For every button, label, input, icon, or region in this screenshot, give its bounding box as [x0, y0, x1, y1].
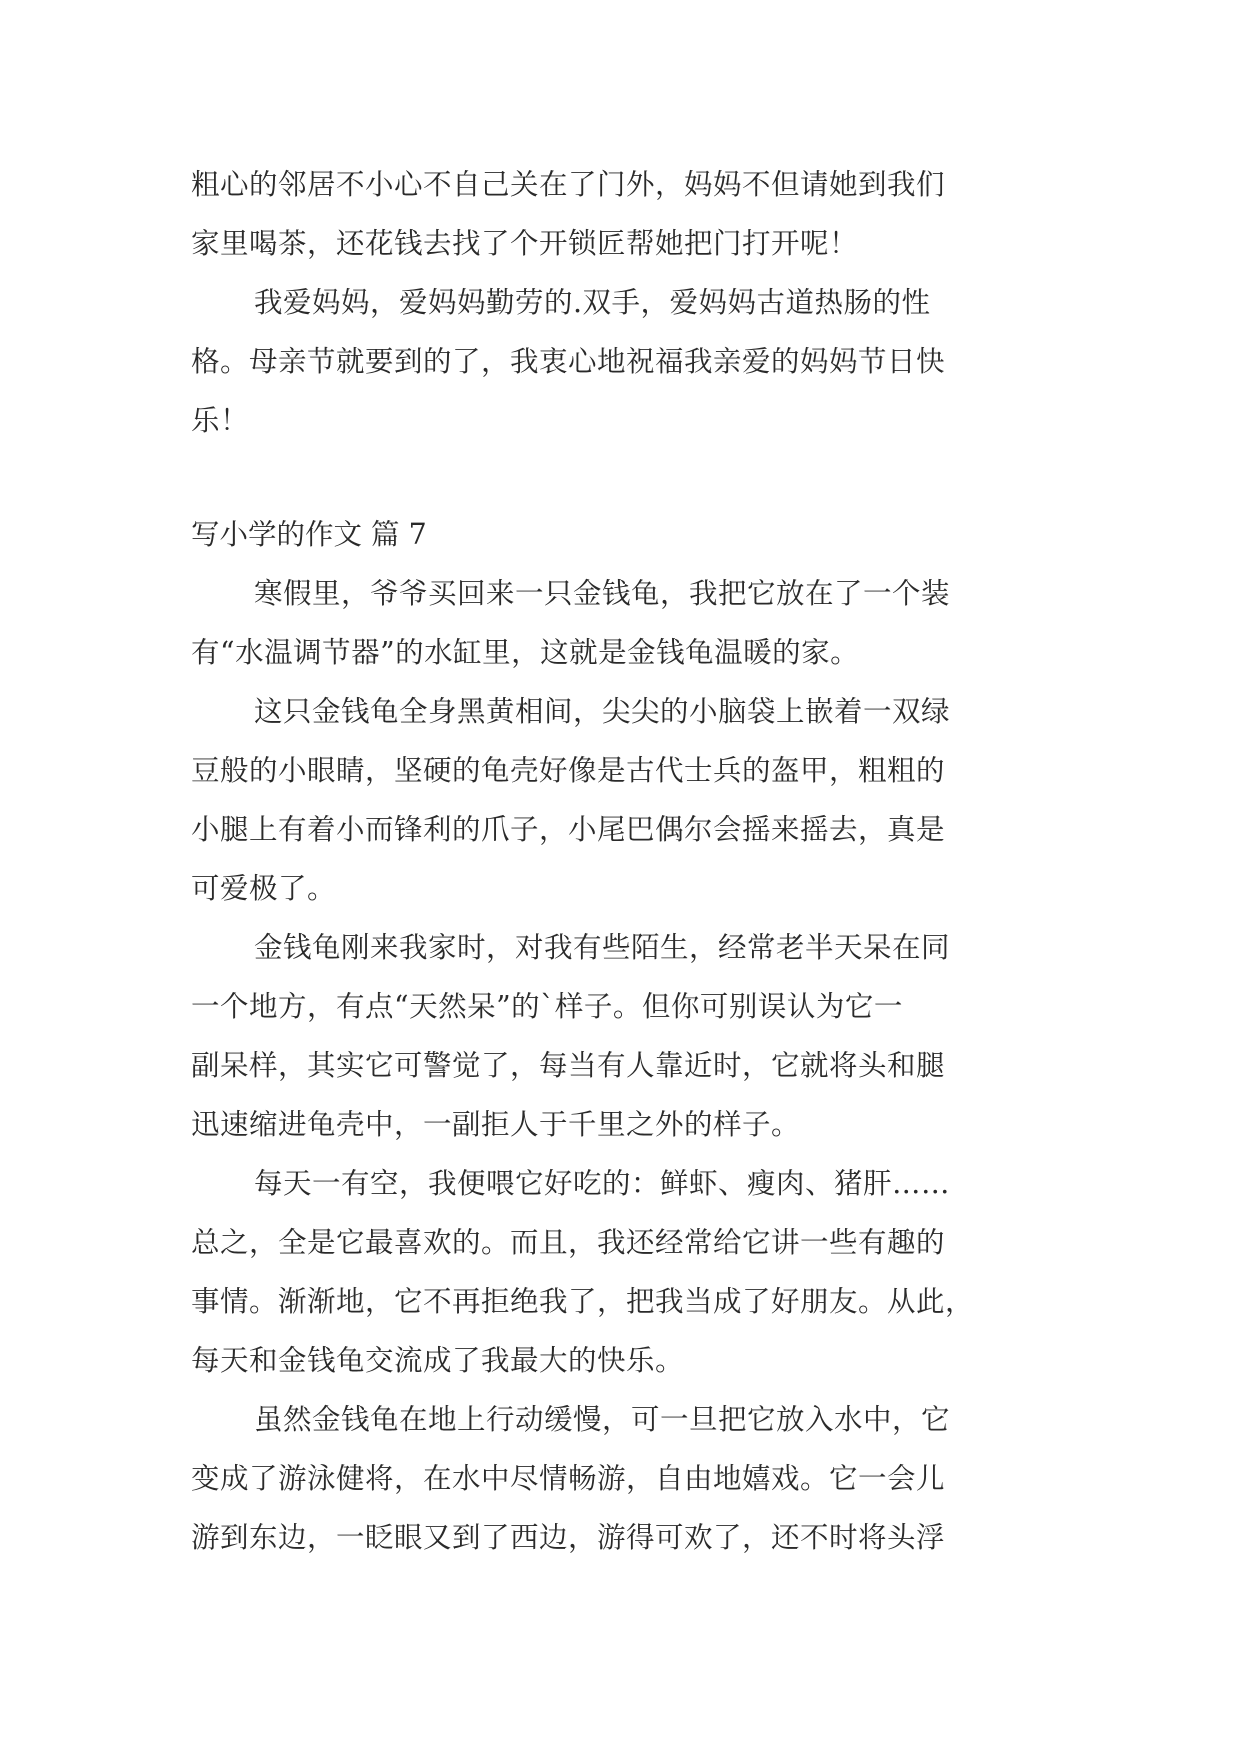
- text-line: 变成了游泳健将，在水中尽情畅游，自由地嬉戏。它一会儿: [191, 1462, 946, 1495]
- text-line: 每天一有空，我便喂它好吃的：鲜虾、瘦肉、猪肝……: [254, 1167, 951, 1200]
- text-line: 这只金钱龟全身黑黄相间，尖尖的小脑袋上嵌着一双绿: [254, 695, 951, 728]
- text-line: 游到东边，一眨眼又到了西边，游得可欢了，还不时将头浮: [191, 1521, 946, 1554]
- text-line: 小腿上有着小而锋利的爪子，小尾巴偶尔会摇来摇去，真是: [191, 813, 946, 846]
- text-line: 虽然金钱龟在地上行动缓慢，可一旦把它放入水中，它: [254, 1403, 951, 1436]
- text-line: 一个地方，有点“天然呆”的`样子。但你可别误认为它一: [191, 990, 903, 1023]
- text-line: 金钱龟刚来我家时，对我有些陌生，经常老半天呆在同: [254, 931, 951, 964]
- text-line: 我爱妈妈，爱妈妈勤劳的.双手，爱妈妈古道热肠的性: [254, 286, 931, 319]
- text-block-essay: [191, 564, 1051, 1567]
- text-block-top: [191, 155, 1051, 450]
- text-line: 可爱极了。: [191, 872, 337, 905]
- text-line: 豆般的小眼睛，坚硬的龟壳好像是古代士兵的盔甲，粗粗的: [191, 754, 946, 787]
- text-line: 乐！: [191, 404, 250, 437]
- text-line: 每天和金钱龟交流成了我最大的快乐。: [191, 1344, 685, 1377]
- text-line: 粗心的邻居不小心不自己关在了门外，妈妈不但请她到我们: [191, 168, 946, 201]
- text-line: 格。母亲节就要到的了，我衷心地祝福我亲爱的妈妈节日快: [191, 345, 946, 378]
- text-line: 副呆样，其实它可警觉了，每当有人靠近时，它就将头和腿: [191, 1049, 946, 1082]
- text-line: 有“水温调节器”的水缸里，这就是金钱龟温暖的家。: [191, 636, 860, 669]
- text-line: 总之，全是它最喜欢的。而且，我还经常给它讲一些有趣的: [191, 1226, 946, 1259]
- text-line: 事情。渐渐地，它不再拒绝我了，把我当成了好朋友。从此，: [191, 1285, 975, 1318]
- section-title: 写小学的作文 篇 7: [191, 518, 427, 551]
- text-line: 寒假里，爷爷买回来一只金钱龟，我把它放在了一个装: [254, 577, 951, 610]
- text-line: 家里喝茶，还花钱去找了个开锁匠帮她把门打开呢！: [191, 227, 859, 260]
- text-line: 迅速缩进龟壳中，一副拒人于千里之外的样子。: [191, 1108, 801, 1141]
